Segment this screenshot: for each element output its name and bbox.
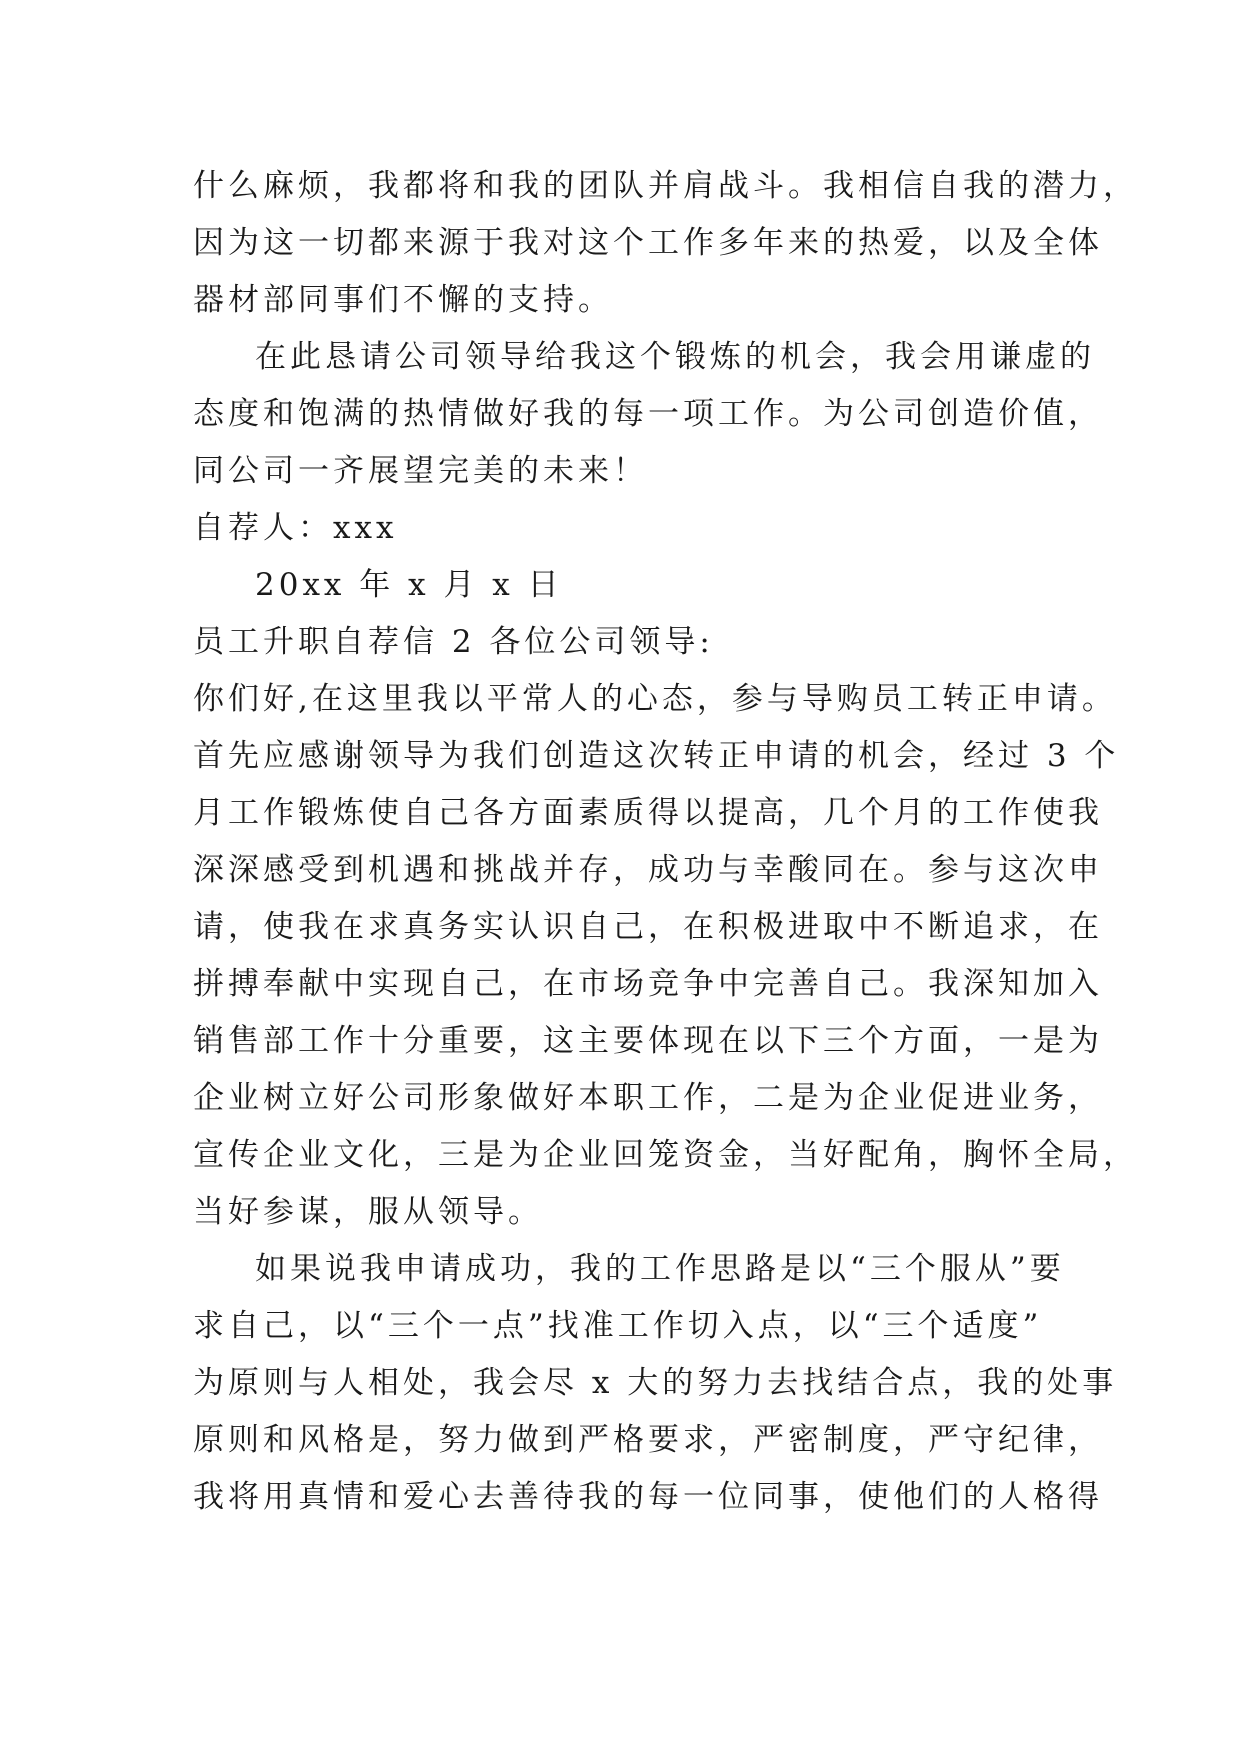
- text-line: 深深感受到机遇和挑战并存，成功与幸酸同在。参与这次申: [193, 852, 1103, 888]
- text-line: 拼搏奉献中实现自己，在市场竞争中完善自己。我深知加入: [193, 966, 1103, 1002]
- text-line: 因为这一切都来源于我对这个工作多年来的热爱，以及全体: [193, 225, 1103, 261]
- text-line: 我将用真情和爱心去善待我的每一位同事，使他们的人格得: [193, 1479, 1103, 1515]
- text-line: 你们好,在这里我以平常人的心态，参与导购员工转正申请。: [193, 681, 1117, 717]
- text-line: 宣传企业文化，三是为企业回笼资金，当好配角，胸怀全局，: [193, 1137, 1138, 1173]
- text-line: 同公司一齐展望完美的未来！: [193, 453, 648, 489]
- letter-heading: 员工升职自荐信 2 各位公司领导:: [193, 624, 714, 660]
- text-line: 月工作锻炼使自己各方面素质得以提高，几个月的工作使我: [193, 795, 1103, 831]
- text-line: 企业树立好公司形象做好本职工作，二是为企业促进业务，: [193, 1080, 1103, 1116]
- text-line: 当好参谋，服从领导。: [193, 1194, 543, 1230]
- signature-line: 自荐人：xxx: [193, 510, 398, 546]
- text-line: 态度和饱满的热情做好我的每一项工作。为公司创造价值，: [193, 396, 1103, 432]
- text-line: 器材部同事们不懈的支持。: [193, 282, 613, 318]
- text-line: 求自己，以“三个一点”找准工作切入点，以“三个适度”: [193, 1308, 1043, 1344]
- text-line: 如果说我申请成功，我的工作思路是以“三个服从”要: [255, 1251, 1065, 1287]
- text-line: 请，使我在求真务实认识自己，在积极进取中不断追求，在: [193, 909, 1103, 945]
- text-line: 为原则与人相处，我会尽 x 大的努力去找结合点，我的处事: [193, 1365, 1118, 1401]
- letter-body: [193, 158, 1138, 1526]
- date-line: 20xx 年 x 月 x 日: [255, 567, 563, 603]
- text-line: 销售部工作十分重要，这主要体现在以下三个方面，一是为: [193, 1023, 1103, 1059]
- text-line: 原则和风格是，努力做到严格要求，严密制度，严守纪律，: [193, 1422, 1103, 1458]
- text-line: 首先应感谢领导为我们创造这次转正申请的机会，经过 3 个: [193, 738, 1120, 774]
- text-line: 什么麻烦，我都将和我的团队并肩战斗。我相信自我的潜力，: [193, 168, 1138, 204]
- text-line: 在此恳请公司领导给我这个锻炼的机会，我会用谦虚的: [255, 339, 1095, 375]
